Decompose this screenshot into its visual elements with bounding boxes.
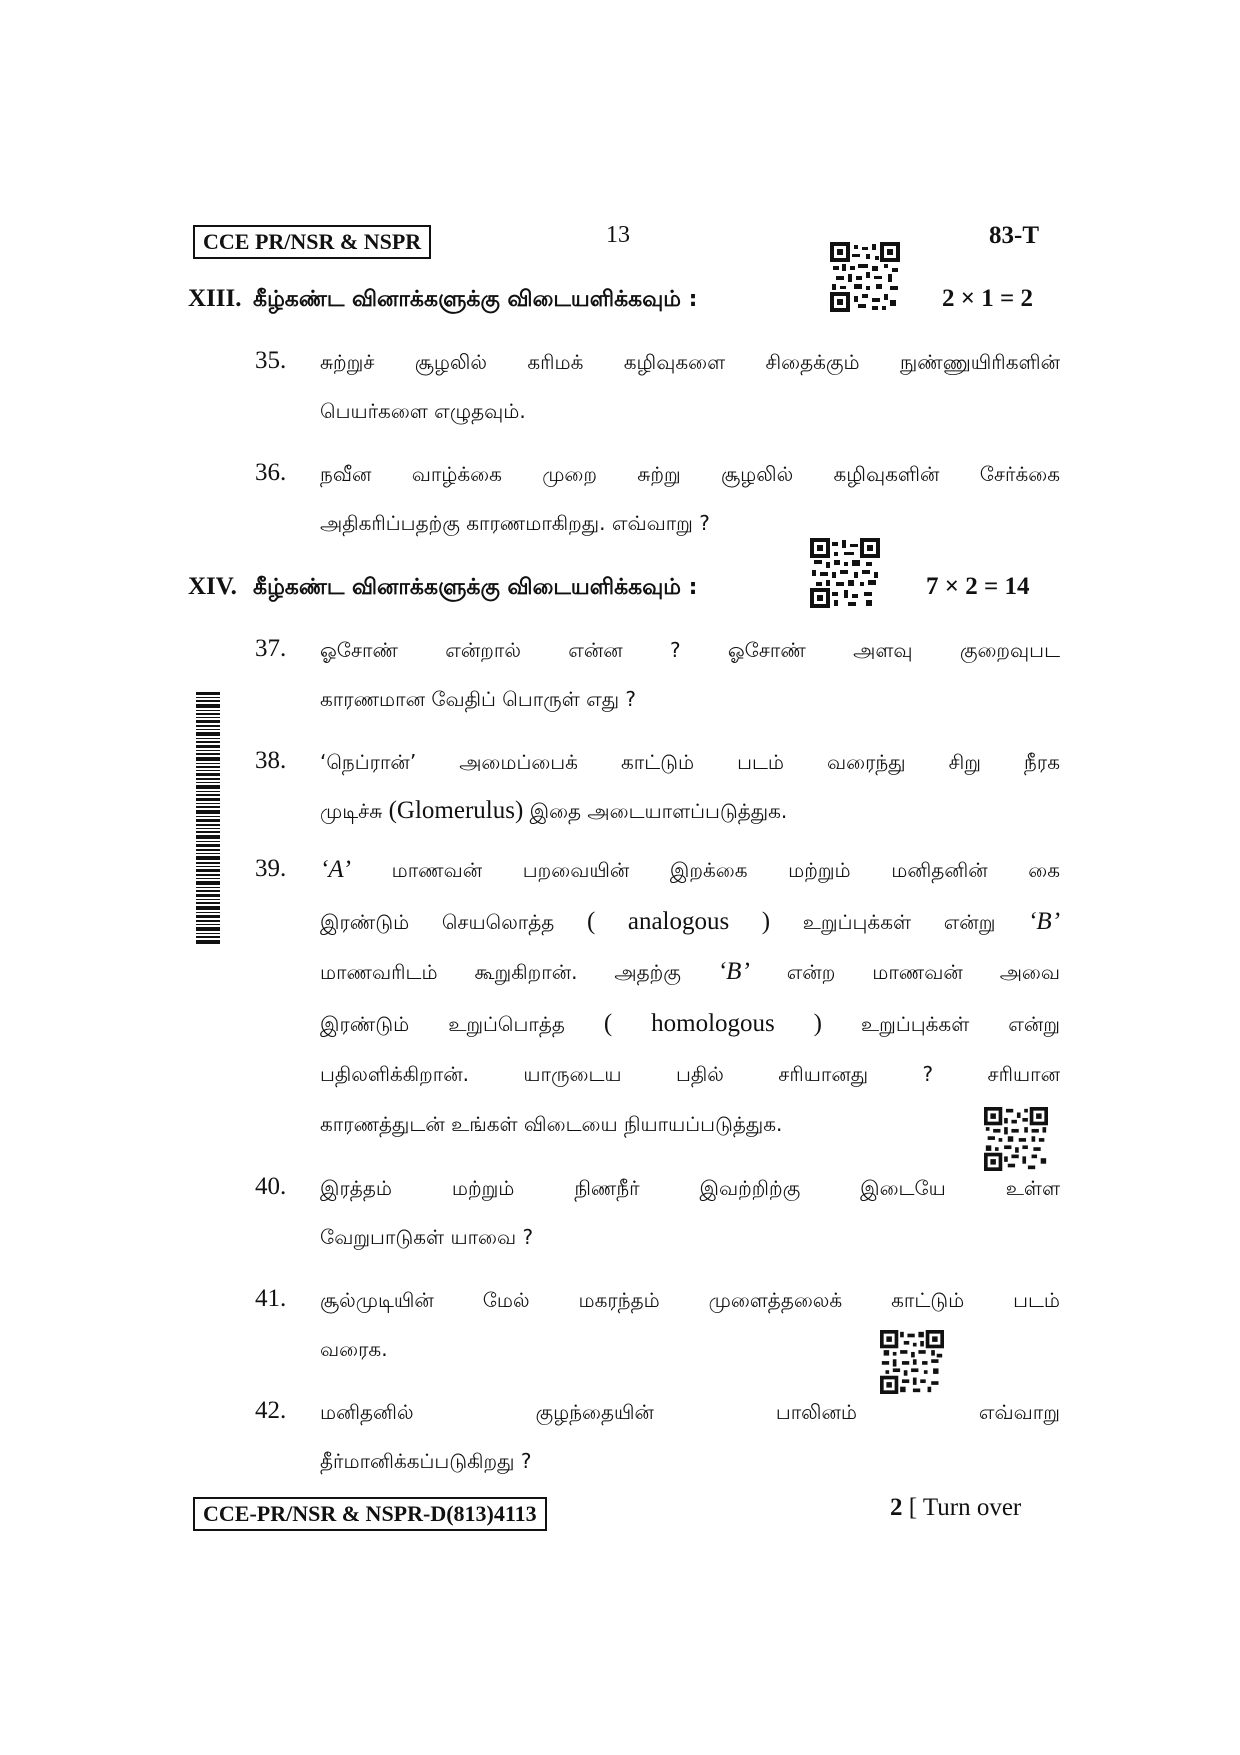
question-35-line-1: சுற்றுச் சூழலில் கரிமக் கழிவுகளை சிதைக்கும் நுண்ணுயிரிகளின் [320, 350, 1060, 374]
question-39-line-4 [320, 1010, 1060, 1039]
question-36-number: 36. [255, 459, 287, 486]
paper-code: 83-T [989, 222, 1039, 249]
footer-page-turn [890, 1494, 1021, 1522]
section-14-number: XIV. [188, 573, 237, 600]
section-14-title: கீழ்கண்ட வினாக்களுக்கு விடையளிக்கவும் : [253, 575, 698, 600]
footer-code: CCE-PR/NSR & NSPR-D(813)4113 [203, 1501, 537, 1526]
qr-code-icon [810, 538, 880, 608]
question-39-line-2 [320, 908, 1060, 937]
question-41-line-1: சூல்முடியின் மேல் மகரந்தம் முளைத்தலைக் காட்டும் படம் [320, 1288, 1060, 1312]
qr-code-icon [880, 1330, 944, 1394]
qr-code-icon [984, 1107, 1048, 1171]
section-14-marks: 7 × 2 = 14 [926, 573, 1030, 600]
question-35-number: 35. [255, 347, 287, 374]
header-code-box [193, 225, 431, 259]
header-code: CCE PR/NSR & NSPR [203, 229, 422, 254]
question-42-number: 42. [255, 1397, 287, 1424]
question-42-word: குழந்தையின் [535, 1400, 654, 1424]
barcode-icon [196, 692, 220, 944]
question-39-text-2c: உறுப்புக்கள் என்று [802, 910, 996, 934]
question-39-line-6: காரணத்துடன் உங்கள் விடையை நியாயப்படுத்துக. [320, 1112, 783, 1136]
question-39-number: 39. [255, 855, 287, 882]
question-42-word: மனிதனில் [320, 1400, 414, 1424]
question-42-line-1 [320, 1400, 1060, 1427]
student-a-label: ‘A’ [320, 856, 351, 883]
question-35-line-2: பெயர்களை எழுதவும். [320, 399, 526, 423]
question-39-text-4a: இரண்டும் உறுப்பொத்த [320, 1012, 565, 1036]
question-39-text-1: மாணவன் பறவையின் இறக்கை மற்றும் மனிதனின் கை [391, 858, 1061, 882]
student-b-label-2: ‘B’ [717, 958, 750, 985]
question-38-text-a: முடிச்சு [320, 799, 383, 823]
question-39-line-5: பதிலளிக்கிறான். யாருடைய பதில் சரியானது ? சரியான [320, 1062, 1060, 1086]
student-b-label: ‘B’ [1028, 908, 1061, 935]
footer-code-box [193, 1497, 547, 1531]
question-37-line-2: காரணமான வேதிப் பொருள் எது ? [320, 687, 637, 711]
question-39-line-1 [320, 856, 1060, 885]
question-42-word: பாலினம் [775, 1400, 858, 1424]
question-41-number: 41. [255, 1285, 287, 1312]
question-42-line-2: தீர்மானிக்கப்படுகிறது ? [320, 1449, 532, 1473]
qr-code-icon [830, 242, 900, 312]
question-38-text-c: இதை அடையாளப்படுத்துக. [529, 799, 788, 823]
question-42-word: எவ்வாறு [978, 1400, 1060, 1424]
question-37-line-1: ஓசோண் என்றால் என்ன ? ஓசோண் அளவு குறைவுபட [320, 638, 1060, 662]
turn-over-text: [ Turn over [908, 1494, 1022, 1521]
homologous-term: ( homologous ) [603, 1010, 822, 1037]
question-39-line-3 [320, 958, 1060, 987]
question-40-number: 40. [255, 1173, 287, 1200]
question-36-line-1: நவீன வாழ்க்கை முறை சுற்று சூழலில் கழிவுகளின் சேர்க்கை [320, 462, 1060, 486]
footer-page-number: 2 [890, 1494, 903, 1521]
question-39-text-3c: என்ற மாணவன் அவை [786, 960, 1060, 984]
section-13-title: கீழ்கண்ட வினாக்களுக்கு விடையளிக்கவும் : [253, 287, 698, 312]
glomerulus-term: (Glomerulus) [388, 797, 524, 824]
section-13-marks: 2 × 1 = 2 [942, 285, 1033, 312]
page-number: 13 [606, 222, 630, 248]
question-40-line-1: இரத்தம் மற்றும் நிணநீர் இவற்றிற்கு இடையே உள்ள [320, 1176, 1060, 1200]
question-36-line-2: அதிகரிப்பதற்கு காரணமாகிறது. எவ்வாறு ? [320, 511, 710, 535]
section-13-number: XIII. [188, 285, 242, 312]
question-40-line-2: வேறுபாடுகள் யாவை ? [320, 1225, 534, 1249]
question-38-line-1: ‘நெப்ரான்’ அமைப்பைக் காட்டும் படம் வரைந்து சிறு நீரக [320, 750, 1060, 774]
question-37-number: 37. [255, 635, 287, 662]
analogous-term: ( analogous ) [586, 908, 771, 935]
question-39-text-3a: மாணவரிடம் கூறுகிறான். அதற்கு [320, 960, 681, 984]
question-38-number: 38. [255, 747, 287, 774]
question-39-text-2a: இரண்டும் செயலொத்த [320, 910, 555, 934]
question-38-line-2 [320, 797, 787, 826]
question-41-line-2: வரைக. [320, 1337, 388, 1361]
question-39-text-4c: உறுப்புக்கள் என்று [861, 1012, 1060, 1036]
